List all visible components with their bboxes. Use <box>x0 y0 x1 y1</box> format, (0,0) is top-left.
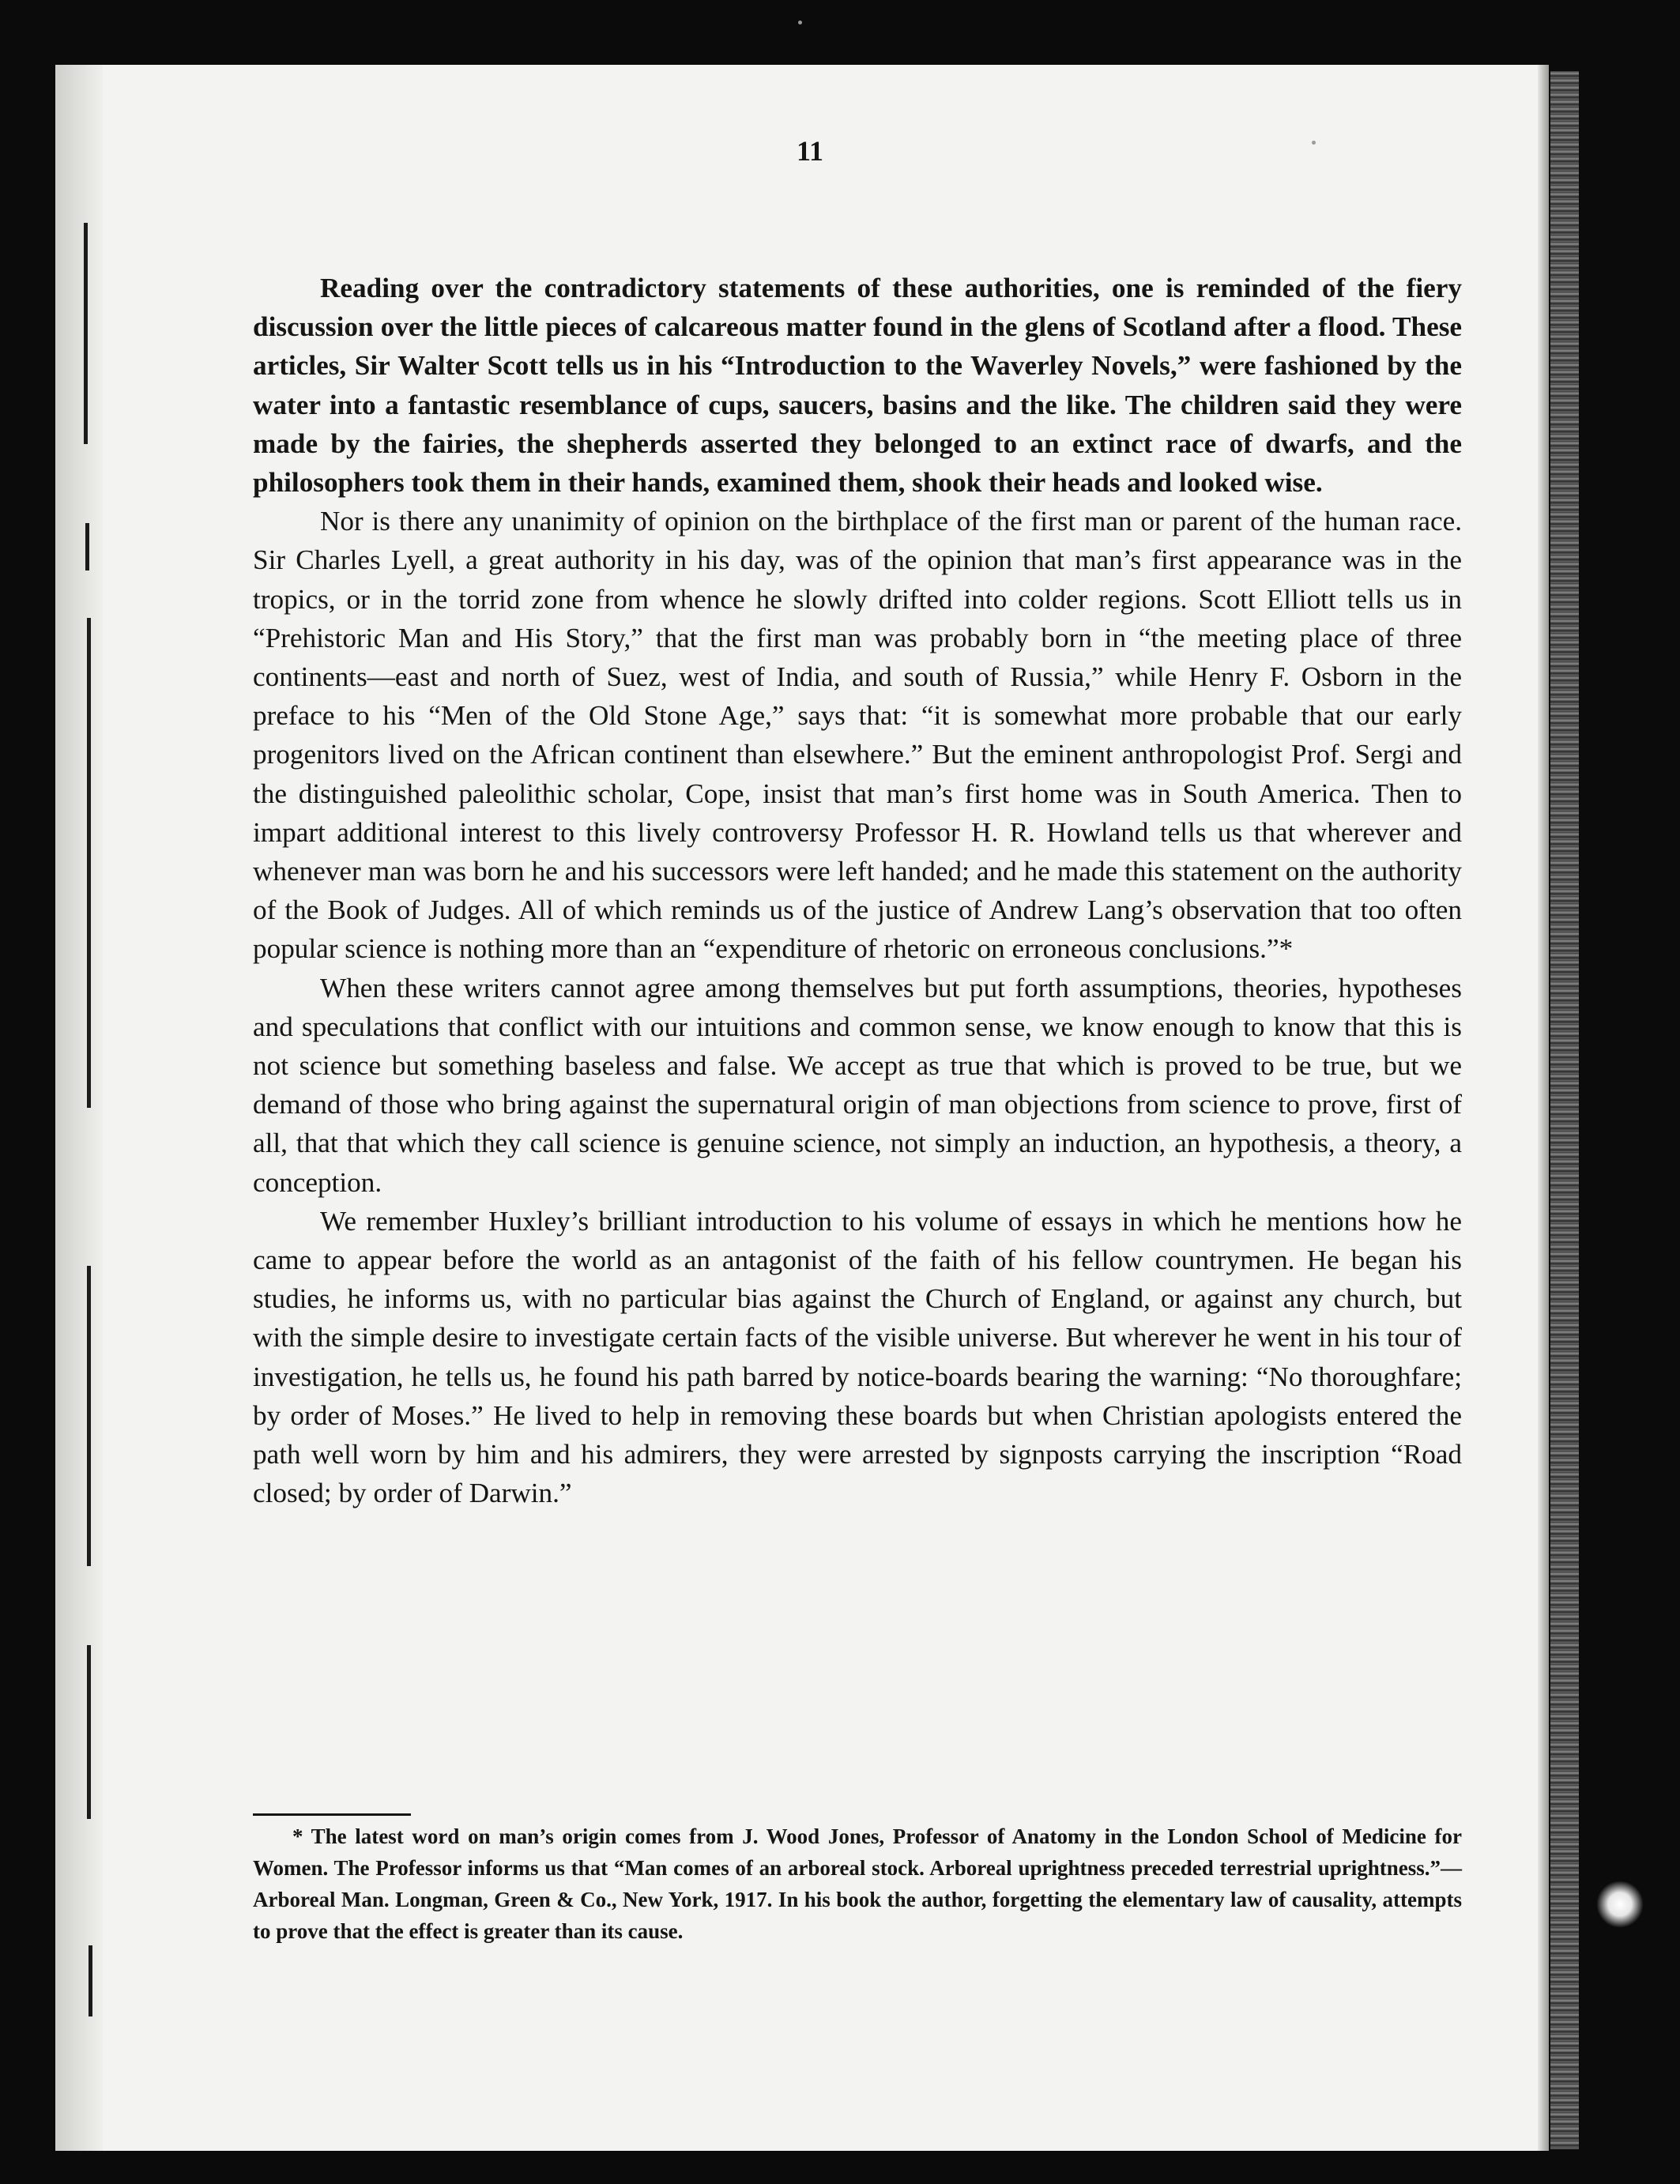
scan-speck <box>798 21 802 24</box>
book-page <box>55 65 1549 2151</box>
gutter-mark <box>89 1945 92 2016</box>
footnote-rule <box>253 1813 411 1816</box>
paragraph-3: When these writers cannot agree among themselves but put forth assumptions, theories, hypotheses and speculations that conflict with our intuitions and common sense, we know enough to know that this is not science but something baseless and false. We accept as true that which is proved to be true, but we demand of those who bring against the supernatural origin of man objections from science to prove, first of all, that that which they call science is genuine science, not simply an induction, an hypothesis, a theory, a conception. <box>253 972 1462 1198</box>
page-edge <box>1538 65 1549 2151</box>
gutter-mark <box>87 618 91 1108</box>
light-reflection <box>1596 1881 1644 1928</box>
page-number: 11 <box>796 135 823 167</box>
footnote: * The latest word on man’s origin comes from J. Wood Jones, Professor of Anatomy in the London School of Medicine for Women. The Professor informs us that “Man comes of an arboreal stock. Arboreal uprightness preceded terrestrial uprightness.”—Arboreal Man. Longman, Green & Co., New York, 1917. In his book the author, forgetting the elementary law of causality, attempts to prove that the effect is greater than its cause. <box>253 1824 1462 1943</box>
gutter-mark <box>84 223 88 444</box>
scan-speck <box>1312 141 1316 145</box>
paragraph-4: We remember Huxley’s brilliant introduction to his volume of essays in which he mentions how he came to appear before the world as an antagonist of the faith of his fellow countrymen. He began his studies, he informs us, with no particular bias against the Church of England, or against any church, but with the simple desire to investigate certain facts of the visible universe. But wherever he went in his tour of investigation, he tells us, he found his path barred by notice-boards bearing the warning: “No thoroughfare; by order of Moses.” He lived to help in removing these boards but when Christian apologists entered the path well worn by him and his admirers, they were arrested by signposts carrying the inscription “Road closed; by order of Darwin.” <box>253 1205 1462 1509</box>
body-text <box>253 269 1462 1513</box>
paragraph-2: Nor is there any unanimity of opinion on the birthplace of the first man or parent of the human race. Sir Charles Lyell, a great authority in his day, was of the opinion that man’s first appearance was in the tropics, or in the torrid zone from whence he slowly drifted into colder regions. Scott Elliott tells us in “Prehistoric Man and His Story,” that the first man was probably born in “the meeting place of three continents—east and north of Suez, west of India, and south of Russia,” while Henry F. Osborn in the preface to his “Men of the Old Stone Age,” says that: “it is somewhat more probable that our early progenitors lived on the African continent than elsewhere.” But the eminent anthropologist Prof. Sergi and the distinguished paleolithic scholar, Cope, insist that man’s first home was in South America. Then to impart additional interest to this lively controversy Professor H. R. Howland tells us that wherever and whenever man was born he and his successors were left handed; and he made this statement on the authority of the Book of Judges. All of which reminds us of the justice of Andrew Lang’s observation that too often popular science is nothing more than an “expenditure of rhetoric on erroneous conclusions.”* <box>253 506 1462 965</box>
gutter-mark <box>87 1266 91 1566</box>
gutter-mark <box>85 523 89 570</box>
paragraph-1: Reading over the contradictory statements of these authorities, one is reminded of the fiery discussion over the little pieces of calcareous matter found in the glens of Scotland after a flood. These articles, Sir Walter Scott tells us in his “Introduction to the Waverley Novels,” were fashioned by the water into a fantastic resemblance of cups, saucers, basins and the like. The children said they were made by the fairies, the shepherds asserted they belonged to an extinct race of dwarfs, and the philosophers took them in their hands, examined them, shook their heads and looked wise. <box>253 273 1462 499</box>
adjacent-page-edge <box>1550 71 1579 2149</box>
gutter-mark <box>87 1645 91 1819</box>
binding-gutter <box>55 65 103 2151</box>
